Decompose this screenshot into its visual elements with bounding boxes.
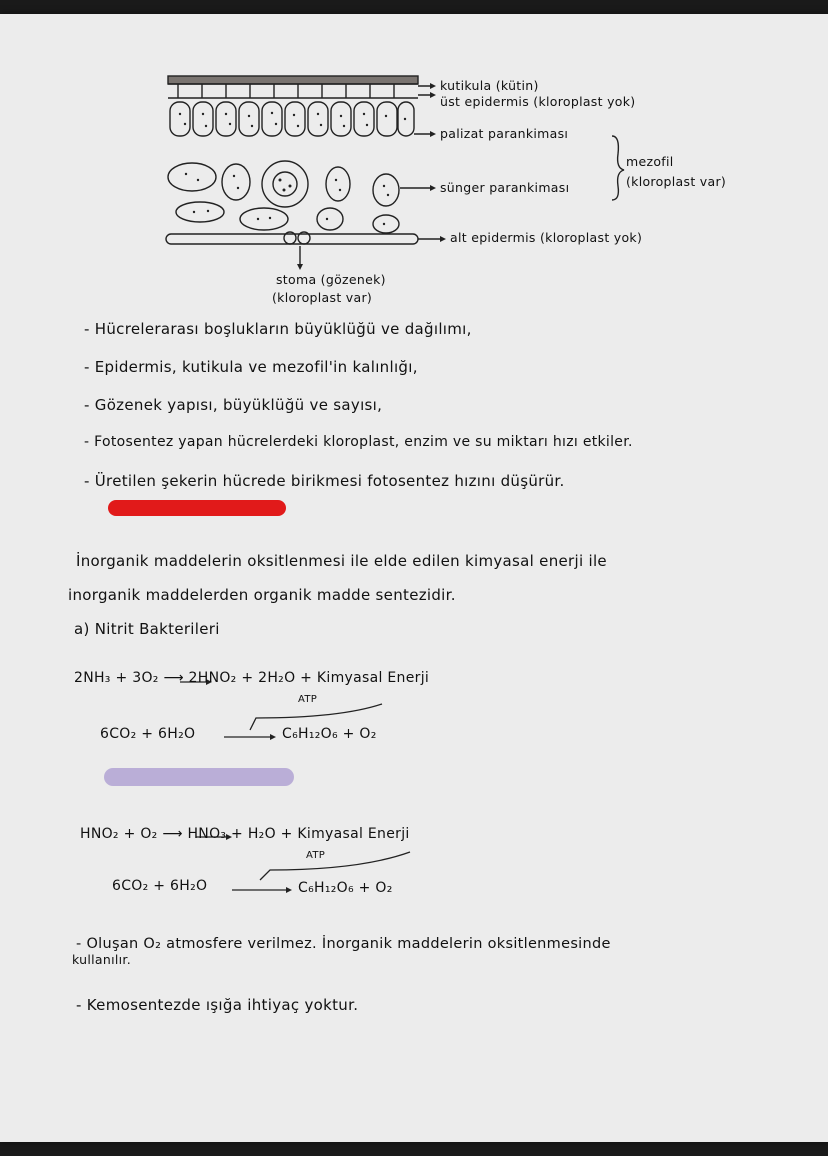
note-line-continuation: kullanılır.: [72, 952, 131, 967]
section-a-eq2-left: 6CO₂ + 6H₂O: [100, 726, 196, 742]
note-line: - Kemosentezde ışığa ihtiyaç yoktur.: [76, 996, 359, 1014]
factor-item: - Hücrelerarası boşlukların büyüklüğü ve dağılımı,: [84, 320, 472, 338]
section-a-title: a) Nitrit Bakterileri: [74, 620, 220, 638]
palisade-cells: [170, 102, 414, 136]
factor-item: - Üretilen şekerin hücrede birikmesi fotosentez hızını düşürür.: [84, 472, 565, 490]
label-alt-epidermis: alt epidermis (kloroplast yok): [450, 230, 643, 245]
cuticle-layer: [168, 76, 418, 84]
section-a-equation-1: 2NH₃ + 3O₂ ⟶ 2HNO₂ + 2H₂O + Kimyasal Enerji: [74, 670, 430, 686]
factor-item: - Epidermis, kutikula ve mezofil'in kalınlığı,: [84, 358, 418, 376]
section-b-equation-1: HNO₂ + O₂ ⟶ HNO₃ + H₂O + Kimyasal Enerji: [80, 826, 410, 842]
lower-epidermis-layer: [166, 232, 418, 244]
upper-epidermis-layer: [168, 84, 418, 98]
label-sunger: sünger parankiması: [440, 180, 570, 195]
note-line: - Oluşan O₂ atmosfere verilmez. İnorganik maddelerin oksitlenmesinde: [76, 936, 611, 952]
atp-label: ATP: [306, 850, 326, 861]
label-stoma: stoma (gözenek): [276, 272, 386, 287]
label-mezofil: mezofil: [626, 154, 674, 169]
atp-b-curve: [260, 852, 410, 880]
factor-item: - Fotosentez yapan hücrelerdeki kloroplast, enzim ve su miktarı hızı etkiler.: [84, 434, 633, 450]
label-stoma-note: (kloroplast var): [272, 290, 373, 305]
atp-label: ATP: [298, 694, 318, 705]
section-b-eq2-right: C₆H₁₂O₆ + O₂: [298, 880, 393, 896]
label-palizat: palizat parankiması: [440, 126, 569, 141]
label-kutikula: kutikula (kütin): [440, 78, 539, 93]
section-b-eq2-left: 6CO₂ + 6H₂O: [112, 878, 208, 894]
factor-item: - Gözenek yapısı, büyüklüğü ve sayısı,: [84, 396, 383, 414]
section-a-eq2-right: C₆H₁₂O₆ + O₂: [282, 726, 377, 742]
purple-marker-highlight: [104, 768, 294, 786]
definition-line: İnorganik maddelerin oksitlenmesi ile elde edilen kimyasal enerji ile: [76, 552, 607, 570]
label-mezofil-note: (kloroplast var): [626, 174, 727, 189]
notebook-page: [0, 14, 828, 1142]
label-ust-epidermis: üst epidermis (kloroplast yok): [440, 94, 636, 109]
red-marker-highlight: [108, 500, 286, 516]
spongy-cells: [168, 161, 399, 233]
definition-line: inorganik maddelerden organik madde sentezidir.: [68, 586, 456, 604]
